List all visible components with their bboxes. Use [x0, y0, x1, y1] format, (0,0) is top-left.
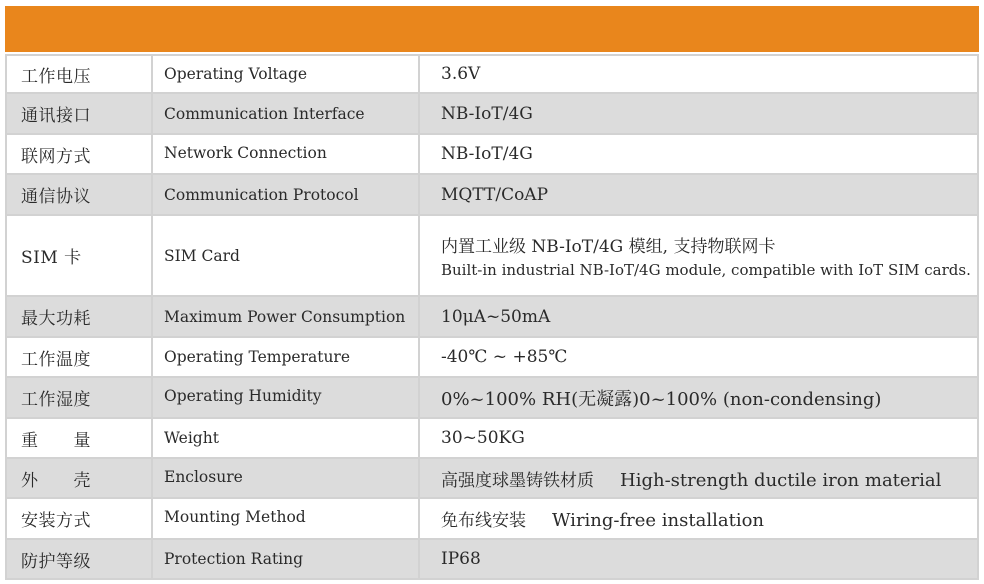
param-name-zh: 通讯接口: [6, 93, 152, 134]
param-value: [419, 337, 978, 377]
table-row: [6, 418, 978, 458]
table-row: [6, 296, 978, 337]
param-name-en: Communication Protocol: [152, 174, 419, 215]
table-row: [6, 377, 978, 418]
param-value-text: 10μA~50mA: [441, 306, 551, 327]
table-row: [6, 458, 978, 498]
param-value: [419, 539, 978, 579]
param-name-zh: 防护等级: [6, 539, 152, 579]
param-value-english: High-strength ductile iron material: [620, 469, 942, 491]
param-name-zh: 外 壳: [6, 458, 152, 498]
param-name-en: Mounting Method: [152, 498, 419, 539]
param-name-en: SIM Card: [152, 215, 419, 296]
param-value-text: MQTT/CoAP: [441, 184, 549, 205]
param-name-en: Operating Humidity: [152, 377, 419, 418]
table-row: [6, 55, 978, 93]
param-name-zh: 工作温度: [6, 337, 152, 377]
param-value-text: 内置工业级 NB-IoT/4G 模组, 支持物联网卡: [441, 237, 776, 257]
table-row: [6, 337, 978, 377]
spec-table: [5, 54, 979, 580]
param-name-en: Protection Rating: [152, 539, 419, 579]
param-value: [419, 458, 978, 498]
param-value: [419, 498, 978, 539]
param-name-zh: 通信协议: [6, 174, 152, 215]
param-value-text: NB-IoT/4G: [441, 103, 533, 124]
param-name-zh: 联网方式: [6, 134, 152, 174]
param-name-en: Communication Interface: [152, 93, 419, 134]
table-row: [6, 134, 978, 174]
param-value-text: 30~50KG: [441, 428, 525, 448]
param-value-text: 高强度球墨铸铁材质: [441, 470, 594, 491]
param-name-en: Maximum Power Consumption: [152, 296, 419, 337]
param-name-zh: 最大功耗: [6, 296, 152, 337]
header-bar: [5, 6, 979, 52]
param-value-english: Wiring-free installation: [552, 510, 765, 531]
param-value: [419, 174, 978, 215]
param-name-en: Enclosure: [152, 458, 419, 498]
param-name-zh: SIM 卡: [6, 215, 152, 296]
param-value: [419, 93, 978, 134]
param-value-text: 0%~100% RH(无凝露)0~100% (non-condensing): [441, 388, 882, 410]
param-value-text: 3.6V: [441, 64, 481, 84]
param-value: [419, 134, 978, 174]
param-value-subtext: Built-in industrial NB-IoT/4G module, compatible with IoT SIM cards.: [441, 261, 971, 279]
table-row: [6, 539, 978, 579]
param-name-zh: 安装方式: [6, 498, 152, 539]
table-row: [6, 498, 978, 539]
param-name-zh: 工作湿度: [6, 377, 152, 418]
param-value: [419, 418, 978, 458]
param-name-en: Operating Voltage: [152, 55, 419, 93]
param-name-zh: 重 量: [6, 418, 152, 458]
param-value: [419, 377, 978, 418]
param-value-text: 免布线安装: [441, 511, 526, 531]
param-name-zh: 工作电压: [6, 55, 152, 93]
spec-table-body: [6, 55, 978, 579]
param-value: [419, 55, 978, 93]
param-value: [419, 296, 978, 337]
param-name-en: Operating Temperature: [152, 337, 419, 377]
param-value-text: -40℃ ~ +85℃: [441, 347, 568, 367]
param-value-text: NB-IoT/4G: [441, 144, 533, 164]
param-name-en: Network Connection: [152, 134, 419, 174]
table-row: [6, 174, 978, 215]
param-name-en: Weight: [152, 418, 419, 458]
table-row: [6, 93, 978, 134]
param-value: [419, 215, 978, 296]
table-row: [6, 215, 978, 296]
param-value-text: IP68: [441, 549, 481, 569]
